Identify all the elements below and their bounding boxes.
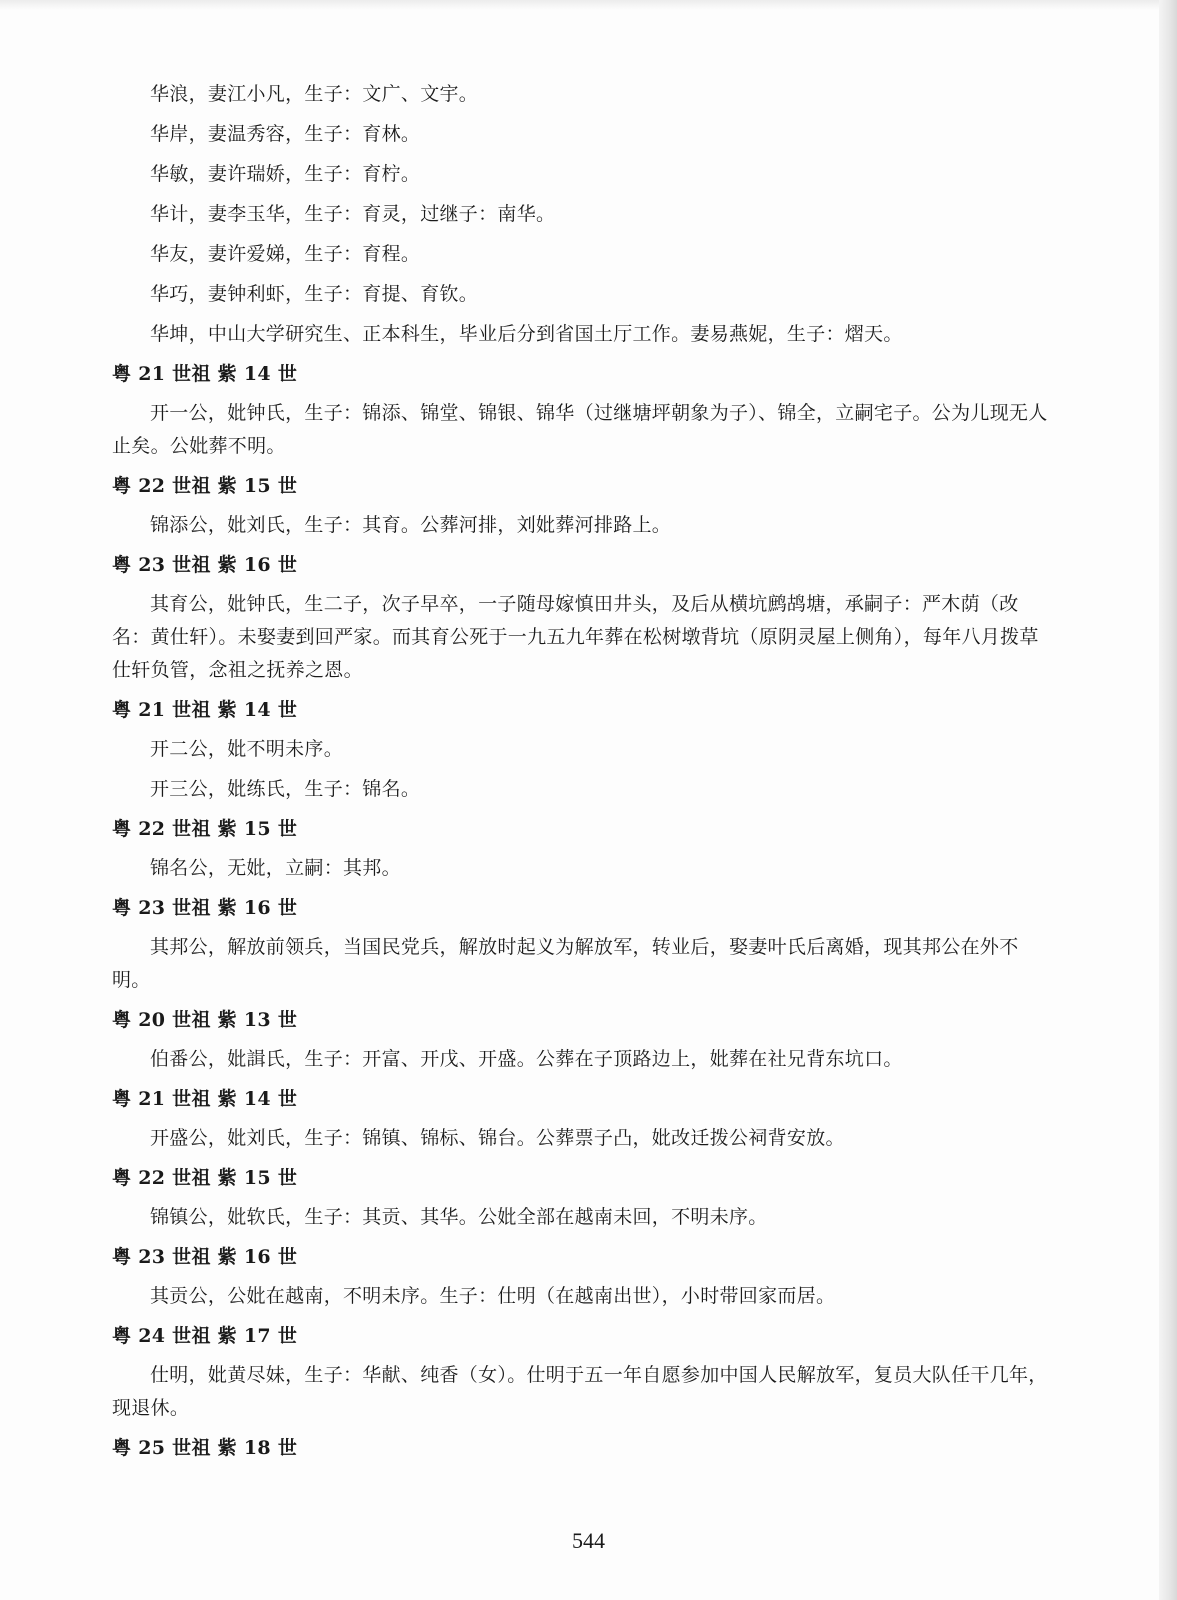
genealogy-text-body (112, 78, 1052, 1471)
genealogy-entry: 其贡公，公妣在越南，不明未序。生子：仕明（在越南出世），小时带回家而居。 (150, 1285, 836, 1307)
genealogy-entry: 仕明，妣黄尽妹，生子：华献、纯香（女）。仕明于五一年自愿参加中国人民解放军，复员大队任干几年，现退休。 (112, 1364, 1048, 1419)
genealogy-entry: 开盛公，妣刘氏，生子：锦镇、锦标、锦台。公葬票子凸，妣改迁拨公祠背安放。 (150, 1127, 845, 1149)
genealogy-entry: 华坤，中山大学研究生、正本科生，毕业后分到省国土厅工作。妻易燕妮，生子：熠天。 (150, 323, 903, 345)
genealogy-entry: 锦名公，无妣，立嗣：其邦。 (150, 857, 401, 879)
generation-heading: 粤 24 世祖 紫 17 世 (112, 1325, 298, 1347)
genealogy-entry: 开二公，妣不明未序。 (150, 738, 344, 760)
genealogy-entry: 开一公，妣钟氏，生子：锦添、锦堂、锦银、锦华（过继塘坪朝象为子）、锦全，立嗣宅子。公为儿现无人止矣。公妣葬不明。 (112, 402, 1048, 457)
generation-heading: 粤 20 世祖 紫 13 世 (112, 1009, 298, 1031)
generation-heading: 粤 21 世祖 紫 14 世 (112, 699, 298, 721)
genealogy-entry: 华岸，妻温秀容，生子：育林。 (150, 123, 421, 145)
generation-heading: 粤 22 世祖 紫 15 世 (112, 475, 298, 497)
genealogy-entry: 华浪，妻江小凡，生子：文广、文宇。 (150, 83, 479, 105)
generation-heading: 粤 23 世祖 紫 16 世 (112, 554, 298, 576)
generation-heading: 粤 23 世祖 紫 16 世 (112, 897, 298, 919)
genealogy-entry: 华计，妻李玉华，生子：育灵，过继子：南华。 (150, 203, 556, 225)
generation-heading: 粤 22 世祖 紫 15 世 (112, 818, 298, 840)
genealogy-entry: 开三公，妣练氏，生子：锦名。 (150, 778, 421, 800)
genealogy-entry: 华巧，妻钟利虾，生子：育提、育钦。 (150, 283, 479, 305)
generation-heading: 粤 21 世祖 紫 14 世 (112, 363, 298, 385)
scan-top-shadow (0, 0, 1177, 10)
genealogy-entry: 锦添公，妣刘氏，生子：其育。公葬河排，刘妣葬河排路上。 (150, 514, 672, 536)
generation-heading: 粤 21 世祖 紫 14 世 (112, 1088, 298, 1110)
genealogy-entry: 伯番公，妣諿氏，生子：开富、开戊、开盛。公葬在子顶路边上，妣葬在社兄背东坑口。 (150, 1048, 903, 1070)
genealogy-entry: 华友，妻许爱娣，生子：育程。 (150, 243, 421, 265)
genealogy-entry: 其育公，妣钟氏，生二子，次子早卒，一子随母嫁慎田井头，及后从横坑鹧鸪塘，承嗣子：严木荫（改名：黄仕轩）。未娶妻到回严家。而其育公死于一九五九年葬在松树墩背坑（原阴灵屋上侧角），每年八月拨草仕轩负管，念祖之抚养之恩。 (112, 593, 1039, 681)
genealogy-entry: 其邦公，解放前领兵，当国民党兵，解放时起义为解放军，转业后，娶妻叶氏后离婚，现其邦公在外不明。 (112, 936, 1019, 991)
generation-heading: 粤 23 世祖 紫 16 世 (112, 1246, 298, 1268)
genealogy-entry: 华敏，妻许瑞娇，生子：育柠。 (150, 163, 421, 185)
genealogy-entry: 锦镇公，妣软氏，生子：其贡、其华。公妣全部在越南未回，不明未序。 (150, 1206, 768, 1228)
generation-heading: 粤 25 世祖 紫 18 世 (112, 1437, 298, 1459)
scan-right-edge (1159, 0, 1177, 1600)
page-number: 544 (572, 1528, 605, 1553)
generation-heading: 粤 22 世祖 紫 15 世 (112, 1167, 298, 1189)
